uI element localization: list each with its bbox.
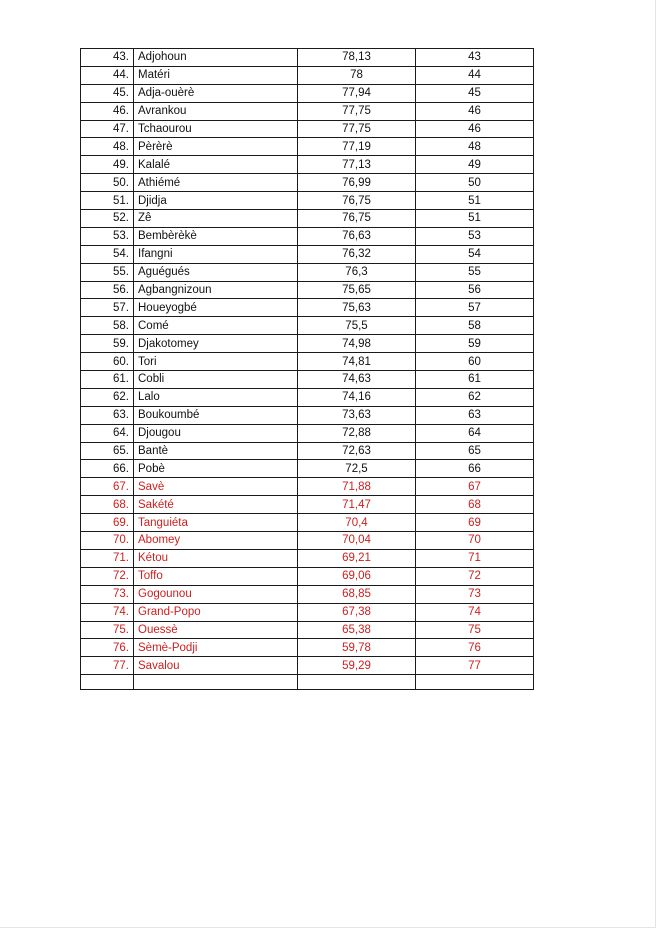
table-row — [81, 657, 534, 675]
table-row — [81, 567, 534, 585]
table-row — [81, 424, 534, 442]
table-row — [81, 317, 534, 335]
commune-name-cell: Athiémé — [134, 174, 298, 192]
rank-cell: 62 — [416, 388, 534, 406]
rank-cell: 77 — [416, 657, 534, 675]
commune-name-cell: Bembèrèkè — [134, 227, 298, 245]
table-row — [81, 210, 534, 228]
commune-name-cell: Kalalé — [134, 156, 298, 174]
rank-cell: 59 — [416, 335, 534, 353]
row-number-cell: 65. — [81, 442, 134, 460]
score-cell: 76,63 — [298, 227, 416, 245]
table-row — [81, 442, 534, 460]
table-row — [81, 621, 534, 639]
row-number-cell: 60. — [81, 353, 134, 371]
row-number-cell: 52. — [81, 210, 134, 228]
commune-name-cell: Cobli — [134, 371, 298, 389]
rank-cell: 71 — [416, 549, 534, 567]
row-number-cell: 68. — [81, 496, 134, 514]
commune-name-cell: Bantè — [134, 442, 298, 460]
commune-name-cell: Savalou — [134, 657, 298, 675]
row-number-cell: 48. — [81, 138, 134, 156]
score-cell: 75,65 — [298, 281, 416, 299]
table-row — [81, 478, 534, 496]
commune-name-cell: Avrankou — [134, 102, 298, 120]
table-row — [81, 174, 534, 192]
row-number-cell: 62. — [81, 388, 134, 406]
table-row — [81, 406, 534, 424]
score-cell: 74,16 — [298, 388, 416, 406]
table-row — [81, 84, 534, 102]
rank-cell: 48 — [416, 138, 534, 156]
rank-cell: 65 — [416, 442, 534, 460]
row-number-cell: 75. — [81, 621, 134, 639]
commune-name-cell: Adja-ouèrè — [134, 84, 298, 102]
empty-cell — [81, 675, 134, 690]
table-row — [81, 460, 534, 478]
rank-cell: 64 — [416, 424, 534, 442]
table-row — [81, 120, 534, 138]
table-row — [81, 49, 534, 67]
commune-name-cell: Ifangni — [134, 245, 298, 263]
score-cell: 76,3 — [298, 263, 416, 281]
row-number-cell: 74. — [81, 603, 134, 621]
row-number-cell: 47. — [81, 120, 134, 138]
score-cell: 70,04 — [298, 532, 416, 550]
row-number-cell: 55. — [81, 263, 134, 281]
rank-cell: 60 — [416, 353, 534, 371]
ranking-table — [80, 48, 534, 690]
score-cell: 75,5 — [298, 317, 416, 335]
table-row — [81, 585, 534, 603]
rank-cell: 63 — [416, 406, 534, 424]
rank-cell: 53 — [416, 227, 534, 245]
score-cell: 68,85 — [298, 585, 416, 603]
score-cell: 59,78 — [298, 639, 416, 657]
score-cell: 77,75 — [298, 102, 416, 120]
rank-cell: 55 — [416, 263, 534, 281]
row-number-cell: 72. — [81, 567, 134, 585]
rank-cell: 75 — [416, 621, 534, 639]
score-cell: 71,88 — [298, 478, 416, 496]
table-row — [81, 156, 534, 174]
score-cell: 72,5 — [298, 460, 416, 478]
rank-cell: 61 — [416, 371, 534, 389]
score-cell: 74,63 — [298, 371, 416, 389]
row-number-cell: 56. — [81, 281, 134, 299]
table-row — [81, 66, 534, 84]
row-number-cell: 49. — [81, 156, 134, 174]
empty-cell — [298, 675, 416, 690]
commune-name-cell: Pobè — [134, 460, 298, 478]
commune-name-cell: Comé — [134, 317, 298, 335]
score-cell: 67,38 — [298, 603, 416, 621]
score-cell: 77,19 — [298, 138, 416, 156]
table-row — [81, 639, 534, 657]
rank-cell: 74 — [416, 603, 534, 621]
commune-name-cell: Ouessè — [134, 621, 298, 639]
commune-name-cell: Pèrèrè — [134, 138, 298, 156]
table-row — [81, 138, 534, 156]
row-number-cell: 46. — [81, 102, 134, 120]
table-row — [81, 192, 534, 210]
table-row — [81, 353, 534, 371]
score-cell: 69,21 — [298, 549, 416, 567]
rank-cell: 58 — [416, 317, 534, 335]
commune-name-cell: Savè — [134, 478, 298, 496]
score-cell: 76,75 — [298, 210, 416, 228]
row-number-cell: 54. — [81, 245, 134, 263]
score-cell: 77,13 — [298, 156, 416, 174]
commune-name-cell: Djakotomey — [134, 335, 298, 353]
score-cell: 71,47 — [298, 496, 416, 514]
rank-cell: 46 — [416, 102, 534, 120]
commune-name-cell: Grand-Popo — [134, 603, 298, 621]
row-number-cell: 44. — [81, 66, 134, 84]
table-row — [81, 532, 534, 550]
ranking-table-body — [81, 49, 534, 690]
row-number-cell: 70. — [81, 532, 134, 550]
commune-name-cell: Zê — [134, 210, 298, 228]
table-row — [81, 371, 534, 389]
commune-name-cell: Adjohoun — [134, 49, 298, 67]
row-number-cell: 71. — [81, 549, 134, 567]
commune-name-cell: Gogounou — [134, 585, 298, 603]
rank-cell: 56 — [416, 281, 534, 299]
row-number-cell: 51. — [81, 192, 134, 210]
score-cell: 70,4 — [298, 514, 416, 532]
score-cell: 76,99 — [298, 174, 416, 192]
score-cell: 78 — [298, 66, 416, 84]
row-number-cell: 77. — [81, 657, 134, 675]
empty-cell — [134, 675, 298, 690]
score-cell: 76,32 — [298, 245, 416, 263]
commune-name-cell: Houeyogbé — [134, 299, 298, 317]
rank-cell: 76 — [416, 639, 534, 657]
row-number-cell: 50. — [81, 174, 134, 192]
score-cell: 59,29 — [298, 657, 416, 675]
table-row — [81, 514, 534, 532]
table-row — [81, 263, 534, 281]
rank-cell: 43 — [416, 49, 534, 67]
table-row — [81, 281, 534, 299]
rank-cell: 69 — [416, 514, 534, 532]
row-number-cell: 67. — [81, 478, 134, 496]
rank-cell: 68 — [416, 496, 534, 514]
score-cell: 77,94 — [298, 84, 416, 102]
row-number-cell: 63. — [81, 406, 134, 424]
commune-name-cell: Matéri — [134, 66, 298, 84]
commune-name-cell: Toffo — [134, 567, 298, 585]
rank-cell: 66 — [416, 460, 534, 478]
row-number-cell: 57. — [81, 299, 134, 317]
rank-cell: 72 — [416, 567, 534, 585]
rank-cell: 51 — [416, 192, 534, 210]
score-cell: 72,88 — [298, 424, 416, 442]
rank-cell: 67 — [416, 478, 534, 496]
table-row — [81, 388, 534, 406]
row-number-cell: 43. — [81, 49, 134, 67]
commune-name-cell: Agbangnizoun — [134, 281, 298, 299]
rank-cell: 70 — [416, 532, 534, 550]
commune-name-cell: Sakété — [134, 496, 298, 514]
row-number-cell: 76. — [81, 639, 134, 657]
table-row — [81, 603, 534, 621]
commune-name-cell: Sèmè-Podji — [134, 639, 298, 657]
row-number-cell: 69. — [81, 514, 134, 532]
row-number-cell: 59. — [81, 335, 134, 353]
table-row — [81, 102, 534, 120]
score-cell: 65,38 — [298, 621, 416, 639]
table-row — [81, 227, 534, 245]
commune-name-cell: Boukoumbé — [134, 406, 298, 424]
table-row — [81, 299, 534, 317]
commune-name-cell: Tanguiéta — [134, 514, 298, 532]
commune-name-cell: Lalo — [134, 388, 298, 406]
row-number-cell: 45. — [81, 84, 134, 102]
commune-name-cell: Kétou — [134, 549, 298, 567]
row-number-cell: 73. — [81, 585, 134, 603]
commune-name-cell: Djidja — [134, 192, 298, 210]
commune-name-cell: Abomey — [134, 532, 298, 550]
rank-cell: 54 — [416, 245, 534, 263]
score-cell: 77,75 — [298, 120, 416, 138]
commune-name-cell: Aguégués — [134, 263, 298, 281]
table-row — [81, 496, 534, 514]
table-row — [81, 335, 534, 353]
rank-cell: 45 — [416, 84, 534, 102]
row-number-cell: 61. — [81, 371, 134, 389]
score-cell: 75,63 — [298, 299, 416, 317]
rank-cell: 57 — [416, 299, 534, 317]
table-row — [81, 245, 534, 263]
score-cell: 74,81 — [298, 353, 416, 371]
rank-cell: 44 — [416, 66, 534, 84]
row-number-cell: 58. — [81, 317, 134, 335]
row-number-cell: 64. — [81, 424, 134, 442]
blank-table-row — [81, 675, 534, 690]
rank-cell: 73 — [416, 585, 534, 603]
score-cell: 74,98 — [298, 335, 416, 353]
score-cell: 72,63 — [298, 442, 416, 460]
score-cell: 76,75 — [298, 192, 416, 210]
commune-name-cell: Tchaourou — [134, 120, 298, 138]
score-cell: 69,06 — [298, 567, 416, 585]
table-row — [81, 549, 534, 567]
score-cell: 73,63 — [298, 406, 416, 424]
rank-cell: 51 — [416, 210, 534, 228]
commune-name-cell: Djougou — [134, 424, 298, 442]
rank-cell: 50 — [416, 174, 534, 192]
row-number-cell: 66. — [81, 460, 134, 478]
row-number-cell: 53. — [81, 227, 134, 245]
rank-cell: 46 — [416, 120, 534, 138]
empty-cell — [416, 675, 534, 690]
rank-cell: 49 — [416, 156, 534, 174]
commune-name-cell: Tori — [134, 353, 298, 371]
score-cell: 78,13 — [298, 49, 416, 67]
